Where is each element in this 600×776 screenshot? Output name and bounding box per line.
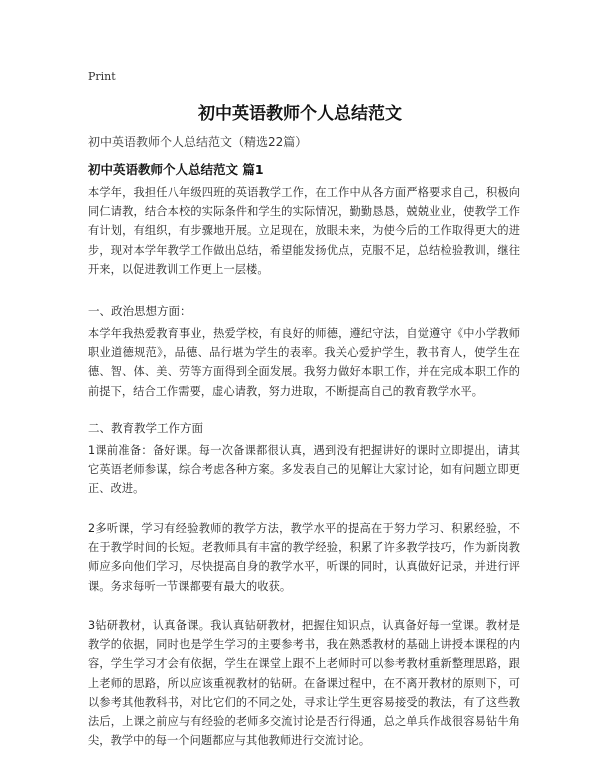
print-link[interactable]: Print (88, 70, 116, 83)
paragraph-political: 本学年我热爱教育事业，热爱学校，有良好的师德，遵纪守法，自觉遵守《中小学教师职业道德规范》，品德、品行堪为学生的表率。我关心爱护学生，教书育人，使学生在德、智、体、美、劳等方面得到全面发展。我努力做好本职工作，并在完成本职工作的前提下，结合工作需要，虚心请教，努力进取，不断提高自己的教育教学水平。 (88, 327, 520, 398)
paragraph-intro: 本学年，我担任八年级四班的英语教学工作，在工作中从各方面严格要求自己，积极向同仁请教，结合本校的实际条件和学生的实际情况，勤勤恳恳，兢兢业业，使教学工作有计划，有组织，有步骤地开展。立足现在，放眼未来，为使今后的工作取得更大的进步，现对本学年教学工作做出总结，希望能发扬优点，克服不足，总结检验教训，继往开来，以促进教训工作更上一层楼。 (88, 186, 520, 276)
section-title: 初中英语教师个人总结范文 篇1 (88, 162, 264, 177)
paragraph-item-1: 1课前准备：备好课。每一次备课都很认真，遇到没有把握讲好的课时立即提出，请其它英语老师参谋，综合考虑各种方案。多发表自己的见解让大家讨论，如有问题立即更正、改进。 (88, 444, 520, 496)
paragraph-item-2: 2多听课，学习有经验教师的教学方法，教学水平的提高在于努力学习、积累经验，不在于教学时间的长短。老教师具有丰富的教学经验，积累了许多教学技巧，作为新岗教师应多向他们学习，尽快提高自身的教学水平，听课的同时，认真做好记录，并进行评课。务求每听一节课都要有最大的收获。 (88, 522, 520, 593)
document-title: 初中英语教师个人总结范文 (198, 104, 402, 124)
heading-political: 一、政治思想方面： (88, 304, 192, 318)
heading-teaching: 二、教育教学工作方面 (88, 421, 203, 435)
paragraph-item-3: 3钻研教材，认真备课。我认真钻研教材，把握住知识点，认真备好每一堂课。教材是教学的依据，同时也是学生学习的主要参考书，我在熟悉教材的基础上讲授本课程的内容，学生学习才会有依据，学生在课堂上跟不上老师时可以参考教材重新整理思路，跟上老师的思路，所以应该重视教材的钻研。在备课过程中，在不离开教材的原则下，可以参考其他教科书，对比它们的不同之处，寻求让学生更容易接受的教法，有了这些教法后，上课之前应与有经验的老师多交流讨论是否行得通，总之单兵作战很容易钻牛角尖，教学中的每一个问题都应与其他教师进行交流讨论。 (88, 619, 520, 748)
document-subtitle: 初中英语教师个人总结范文（精选22篇） (88, 135, 308, 149)
